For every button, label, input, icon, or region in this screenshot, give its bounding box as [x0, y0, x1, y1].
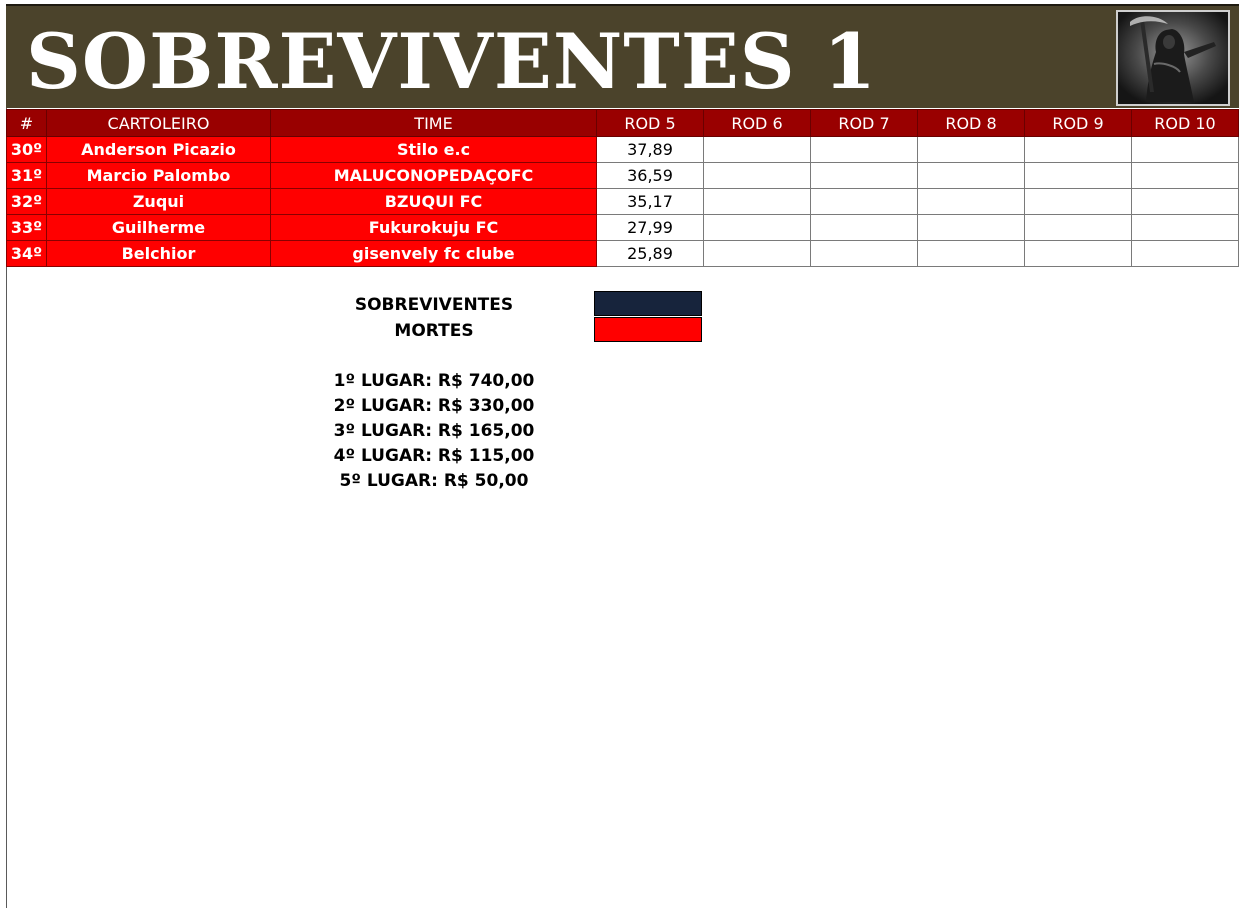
title-banner: [6, 4, 1239, 108]
rod8-cell[interactable]: [918, 189, 1025, 215]
legend-deaths-swatch: [594, 317, 702, 342]
table-row: [7, 189, 1239, 215]
legend-survivors-label: SOBREVIVENTES: [354, 295, 514, 315]
team-cell[interactable]: Fukurokuju FC: [271, 215, 597, 241]
rod5-score-cell[interactable]: 35,17: [597, 189, 704, 215]
rod9-cell[interactable]: [1025, 189, 1132, 215]
legend-survivors-swatch: [594, 291, 702, 316]
position-cell[interactable]: 32º: [7, 189, 47, 215]
prize-fourth: 4º LUGAR: R$ 115,00: [333, 446, 535, 466]
table-row: [7, 137, 1239, 163]
rod10-cell[interactable]: [1132, 137, 1239, 163]
rod6-cell[interactable]: [704, 163, 811, 189]
team-cell[interactable]: gisenvely fc clube: [271, 241, 597, 267]
page-title: SOBREVIVENTES 1: [26, 17, 877, 106]
rod7-cell[interactable]: [811, 163, 918, 189]
col-header-rod7[interactable]: ROD 7: [811, 110, 918, 137]
cartoleiro-cell[interactable]: Zuqui: [47, 189, 271, 215]
prize-fifth: 5º LUGAR: R$ 50,00: [339, 471, 529, 491]
rod8-cell[interactable]: [918, 163, 1025, 189]
ranking-table: [6, 109, 1239, 267]
rod5-score-cell[interactable]: 25,89: [597, 241, 704, 267]
col-header-rod9[interactable]: ROD 9: [1025, 110, 1132, 137]
prize-first: 1º LUGAR: R$ 740,00: [333, 371, 535, 391]
prize-second: 2º LUGAR: R$ 330,00: [333, 396, 535, 416]
team-cell[interactable]: MALUCONOPEDAÇOFC: [271, 163, 597, 189]
grim-reaper-icon: [1118, 12, 1228, 104]
cartoleiro-cell[interactable]: Belchior: [47, 241, 271, 267]
rod10-cell[interactable]: [1132, 189, 1239, 215]
rod9-cell[interactable]: [1025, 137, 1132, 163]
rod5-score-cell[interactable]: 27,99: [597, 215, 704, 241]
rod8-cell[interactable]: [918, 215, 1025, 241]
grim-reaper-image: [1116, 10, 1230, 106]
cartoleiro-cell[interactable]: Guilherme: [47, 215, 271, 241]
position-cell[interactable]: 34º: [7, 241, 47, 267]
rod7-cell[interactable]: [811, 241, 918, 267]
rod10-cell[interactable]: [1132, 215, 1239, 241]
legend-deaths-label: MORTES: [394, 321, 474, 341]
rod8-cell[interactable]: [918, 137, 1025, 163]
cartoleiro-cell[interactable]: Anderson Picazio: [47, 137, 271, 163]
rod5-score-cell[interactable]: 36,59: [597, 163, 704, 189]
rod6-cell[interactable]: [704, 189, 811, 215]
col-header-position[interactable]: #: [7, 110, 47, 137]
rod7-cell[interactable]: [811, 189, 918, 215]
col-header-time[interactable]: TIME: [271, 110, 597, 137]
position-cell[interactable]: 30º: [7, 137, 47, 163]
table-row: [7, 241, 1239, 267]
prize-third: 3º LUGAR: R$ 165,00: [333, 421, 535, 441]
rod8-cell[interactable]: [918, 241, 1025, 267]
col-header-rod10[interactable]: ROD 10: [1132, 110, 1239, 137]
rod9-cell[interactable]: [1025, 215, 1132, 241]
rod6-cell[interactable]: [704, 241, 811, 267]
team-cell[interactable]: BZUQUI FC: [271, 189, 597, 215]
rod10-cell[interactable]: [1132, 163, 1239, 189]
position-cell[interactable]: 31º: [7, 163, 47, 189]
rod10-cell[interactable]: [1132, 241, 1239, 267]
rod9-cell[interactable]: [1025, 163, 1132, 189]
rod7-cell[interactable]: [811, 137, 918, 163]
col-header-rod5[interactable]: ROD 5: [597, 110, 704, 137]
rod6-cell[interactable]: [704, 137, 811, 163]
rod5-score-cell[interactable]: 37,89: [597, 137, 704, 163]
position-cell[interactable]: 33º: [7, 215, 47, 241]
rod6-cell[interactable]: [704, 215, 811, 241]
col-header-rod6[interactable]: ROD 6: [704, 110, 811, 137]
header-row: [7, 110, 1239, 137]
cartoleiro-cell[interactable]: Marcio Palombo: [47, 163, 271, 189]
team-cell[interactable]: Stilo e.c: [271, 137, 597, 163]
col-header-rod8[interactable]: ROD 8: [918, 110, 1025, 137]
table-row: [7, 215, 1239, 241]
col-header-cartoleiro[interactable]: CARTOLEIRO: [47, 110, 271, 137]
table-row: [7, 163, 1239, 189]
rod9-cell[interactable]: [1025, 241, 1132, 267]
rod7-cell[interactable]: [811, 215, 918, 241]
